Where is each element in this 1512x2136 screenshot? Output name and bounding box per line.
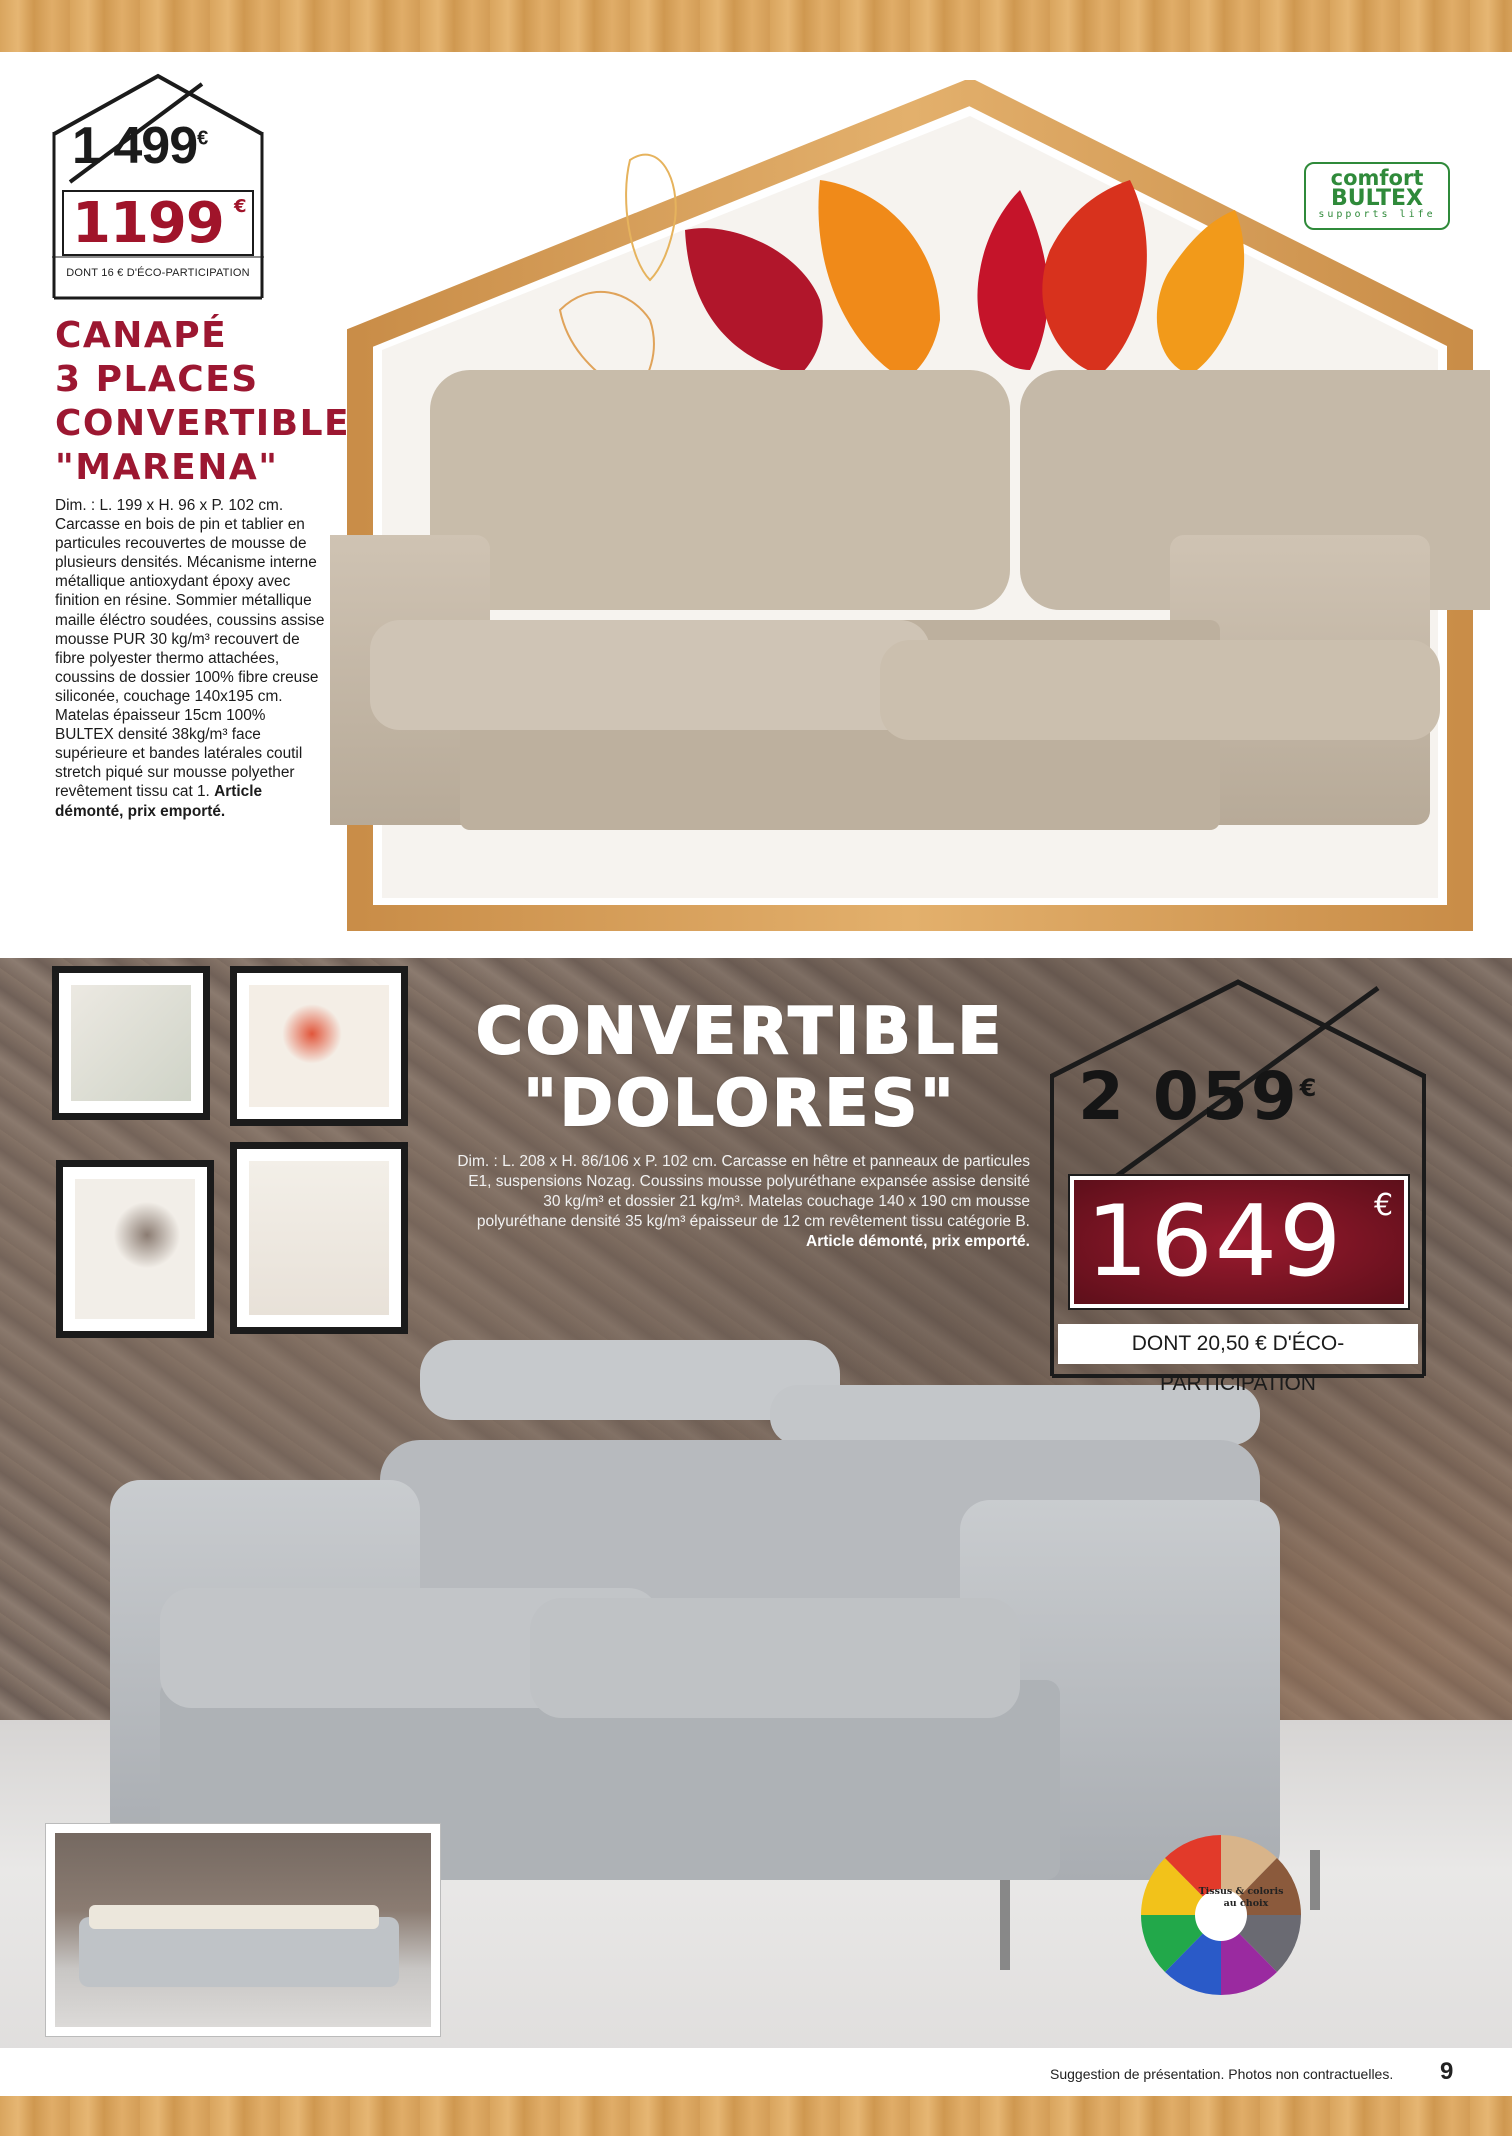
price-house-outline <box>52 72 264 300</box>
title-line: 3 PLACES <box>55 359 259 400</box>
description-bold: Article démonté, prix emporté. <box>806 1233 1030 1250</box>
wall-art-frame <box>230 966 408 1126</box>
eco-participation: DONT 16 € D'ÉCO-PARTICIPATION <box>66 267 250 279</box>
new-price: 1199 <box>72 191 224 256</box>
wall-art-frame <box>56 1160 214 1338</box>
product-title-marena <box>55 314 385 490</box>
new-price-box <box>62 190 254 256</box>
wall-art-frame <box>52 966 210 1120</box>
title-line: CONVERTIBLE <box>55 403 351 444</box>
price-block-dolores <box>1048 978 1428 1395</box>
swatch-label-2: au choix <box>1223 1898 1269 1909</box>
new-price-currency: € <box>234 196 247 217</box>
new-price-box <box>1070 1176 1408 1308</box>
description-bold: Article démonté, prix emporté. <box>55 783 263 820</box>
product-description-marena <box>55 496 325 821</box>
product-title-dolores <box>460 996 1020 1140</box>
title-line: CANAPÉ <box>55 315 228 356</box>
title-line: "DOLORES" <box>523 1067 957 1141</box>
wall-art-frame <box>230 1142 408 1334</box>
inset-bed-photo <box>46 1824 440 2036</box>
old-price: 2 059€ <box>1078 1058 1320 1135</box>
logo-line2: BULTEX <box>1330 186 1423 211</box>
sofa-marena-image <box>330 370 1490 830</box>
logo-line1: comfort <box>1330 166 1424 190</box>
old-price: 1 499€ <box>72 117 208 175</box>
page-number: 9 <box>1440 2058 1454 2085</box>
title-line: "MARENA" <box>55 447 279 488</box>
title-line: CONVERTIBLE <box>475 995 1005 1069</box>
wood-top-band <box>0 0 1512 52</box>
product-description-dolores <box>452 1152 1030 1252</box>
swatch-label-1: Tissus & coloris <box>1198 1886 1284 1897</box>
new-price-currency: € <box>1374 1188 1394 1223</box>
wood-bottom-band <box>0 2096 1512 2136</box>
logo-line3: supports life <box>1318 209 1436 220</box>
footer-note: Suggestion de présentation. Photos non contractuelles. <box>1050 2066 1394 2082</box>
price-block-marena <box>52 72 264 300</box>
color-swatch-wheel <box>1136 1830 1306 2000</box>
new-price: 1649 <box>1086 1185 1344 1299</box>
comfort-bultex-logo <box>1304 162 1450 230</box>
eco-participation: DONT 20,50 € D'ÉCO-PARTICIPATION <box>1058 1324 1418 1364</box>
description-text: Dim. : L. 199 x H. 96 x P. 102 cm. Carcasse en bois de pin et tablier en particules recouvertes de mousse de plusieurs densités. Mécanisme interne métallique antioxydant époxy avec finition en résine. Sommier métallique maille éléctro soudées, coussins assise mousse PUR 30 kg/m³ recouvert de fibre polyester thermo attachées, coussins de dossier 100% fibre creuse siliconée, couchage 140x195 cm. Matelas épaisseur 15cm 100% BULTEX densité 38kg/m³ face supérieure et bandes latérales coutil stretch piqué sur mousse polyether revêtement tissu cat 1. <box>55 497 325 801</box>
description-text: Dim. : L. 208 x H. 86/106 x P. 102 cm. Carcasse en hêtre et panneaux de particules E1, suspensions Nozag. Coussins mousse polyuréthane expansée assise densité 30 kg/m³ et dossier 21 kg/m³. Matelas couchage 140 x 190 cm mousse polyuréthane densité 35 kg/m³ épaisseur de 12 cm revêtement tissu catégorie B. <box>457 1153 1030 1230</box>
